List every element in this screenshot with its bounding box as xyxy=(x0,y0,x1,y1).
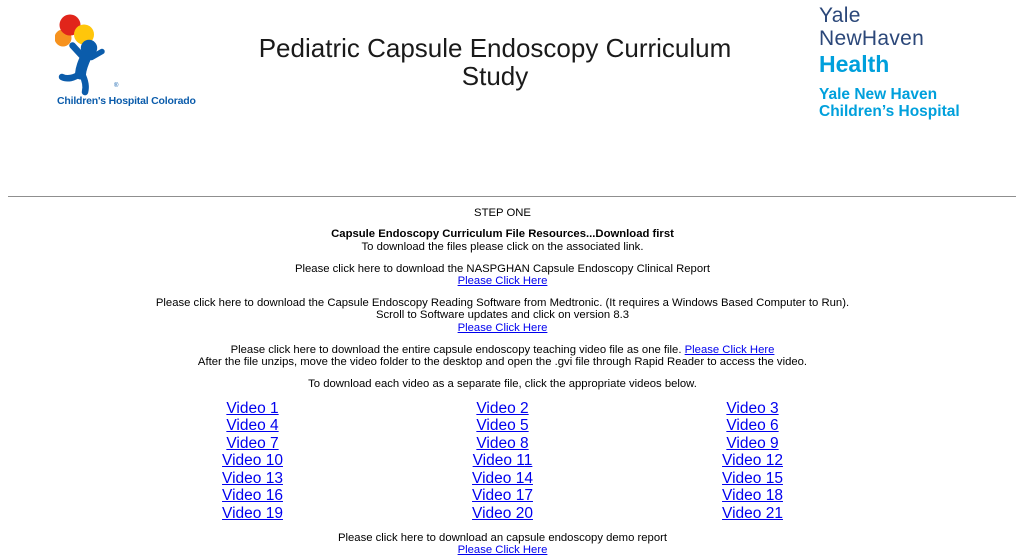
resources-intro-block xyxy=(0,228,1005,253)
naspghan-report-link[interactable]: Please Click Here xyxy=(457,275,548,288)
video-link-16[interactable]: Video 16 xyxy=(222,487,283,505)
resources-subtitle: To download the files please click on the associated link. xyxy=(361,240,644,253)
video-links-grid xyxy=(128,400,878,523)
childrens-hospital-colorado-logo xyxy=(55,8,215,107)
medtronic-software-link[interactable]: Please Click Here xyxy=(457,321,548,334)
resources-title: Capsule Endoscopy Curriculum File Resources...Download first xyxy=(331,228,674,241)
video-link-9[interactable]: Video 9 xyxy=(726,434,779,452)
video-link-8[interactable]: Video 8 xyxy=(476,434,529,452)
teaching-video-text: Please click here to download the entire capsule endoscopy teaching video file as one file. xyxy=(230,343,682,356)
yale-sub-line2: Children’s Hospital xyxy=(819,103,960,121)
yale-sub-line1: Yale New Haven xyxy=(819,86,938,103)
yale-new-haven-health-logo xyxy=(819,4,960,121)
medtronic-software-instructions: Scroll to Software updates and click on version 8.3 xyxy=(375,309,630,322)
registered-trademark-glyph: ® xyxy=(114,83,119,89)
video-link-1[interactable]: Video 1 xyxy=(226,399,279,417)
video-link-14[interactable]: Video 14 xyxy=(472,469,533,487)
header-divider xyxy=(8,196,1016,197)
videos-intro: To download each video as a separate file, click the appropriate videos below. xyxy=(308,378,697,391)
main-content xyxy=(0,207,1005,557)
page-header xyxy=(0,0,1024,196)
video-link-5[interactable]: Video 5 xyxy=(476,417,529,435)
step-heading: STEP ONE xyxy=(474,206,531,219)
yale-childrens-hospital-wordmark xyxy=(819,86,960,121)
yale-wordmark-health: Health xyxy=(819,51,890,77)
video-link-19[interactable]: Video 19 xyxy=(222,504,283,522)
teaching-video-link[interactable]: Please Click Here xyxy=(684,343,775,356)
video-link-4[interactable]: Video 4 xyxy=(226,417,279,435)
yale-wordmark-line1: Yale xyxy=(819,4,861,27)
yale-wordmark-line2: NewHaven xyxy=(819,27,925,50)
video-link-20[interactable]: Video 20 xyxy=(472,504,533,522)
childrens-hospital-colorado-icon xyxy=(55,8,130,96)
video-link-15[interactable]: Video 15 xyxy=(722,469,783,487)
video-link-11[interactable]: Video 11 xyxy=(472,452,533,470)
demo-report-block xyxy=(0,532,1005,557)
video-link-13[interactable]: Video 13 xyxy=(222,469,283,487)
naspghan-report-text: Please click here to download the NASPGHAN Capsule Endoscopy Clinical Report xyxy=(294,262,711,275)
naspghan-report-block xyxy=(0,263,1005,288)
demo-report-text: Please click here to download an capsule endoscopy demo report xyxy=(337,531,668,544)
teaching-video-block xyxy=(0,344,1005,369)
video-link-10[interactable]: Video 10 xyxy=(222,452,283,470)
page-title: Pediatric Capsule Endoscopy Curriculum Study xyxy=(258,33,732,91)
video-link-2[interactable]: Video 2 xyxy=(476,399,529,417)
teaching-video-unzip-instructions: After the file unzips, move the video folder to the desktop and open the .gvi file through Rapid Reader to access the video. xyxy=(197,356,808,369)
video-link-3[interactable]: Video 3 xyxy=(726,399,779,417)
medtronic-software-block xyxy=(0,297,1005,334)
video-link-12[interactable]: Video 12 xyxy=(722,452,783,470)
video-link-21[interactable]: Video 21 xyxy=(722,504,783,522)
chc-logo-wordmark: Children's Hospital Colorado xyxy=(57,95,196,107)
medtronic-software-text: Please click here to download the Capsule Endoscopy Reading Software from Medtronic. (It requires a Windows Based Computer to Run). xyxy=(155,297,850,310)
video-link-7[interactable]: Video 7 xyxy=(226,434,279,452)
video-link-6[interactable]: Video 6 xyxy=(726,417,779,435)
video-link-17[interactable]: Video 17 xyxy=(472,487,533,505)
demo-report-link[interactable]: Please Click Here xyxy=(457,544,548,557)
video-link-18[interactable]: Video 18 xyxy=(722,487,783,505)
